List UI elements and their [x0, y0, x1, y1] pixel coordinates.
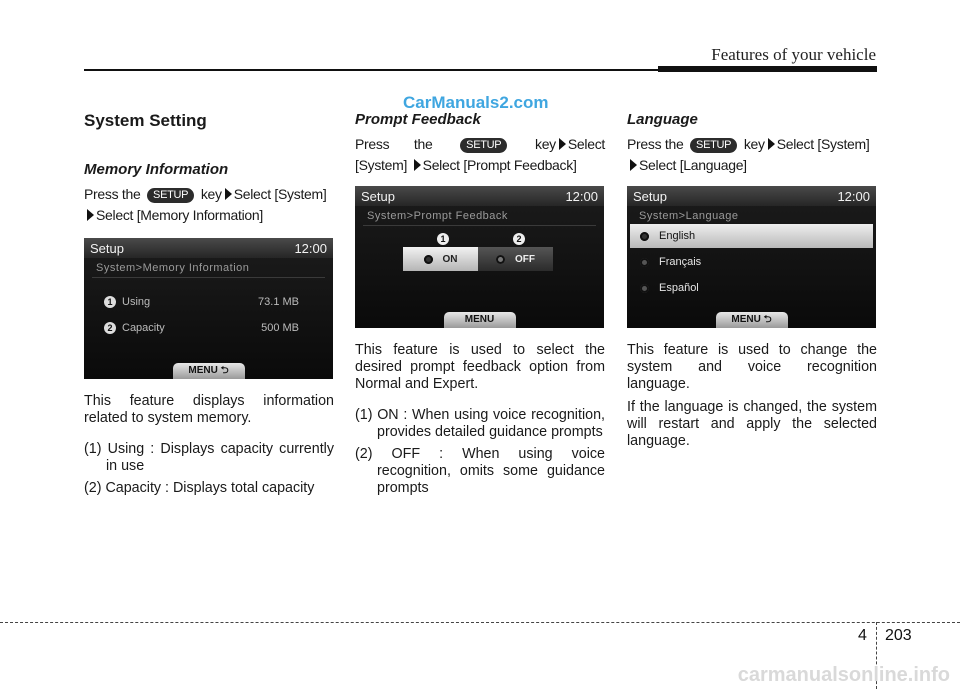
num-badge: 1: [437, 233, 449, 245]
list-item: (1) Using : Displays capacity currently in use: [84, 441, 334, 474]
instr-press: Press the: [84, 186, 141, 202]
item-list: [355, 407, 605, 497]
instr-key: key: [535, 136, 556, 152]
watermark-top: CarManuals2.com: [403, 93, 549, 112]
language-item-francais[interactable]: [630, 250, 873, 274]
list-item: (2) Capacity : Displays total capacity: [84, 480, 315, 496]
column-memory-information: [84, 108, 334, 502]
arrow-right-icon: [559, 138, 566, 150]
screen-breadcrumb: System>Memory Information: [96, 262, 250, 274]
screen-title: Setup: [361, 188, 395, 204]
instruction-prompt: [355, 134, 605, 155]
divider: [363, 225, 596, 226]
language-label: Français: [659, 256, 702, 268]
off-label: OFF: [515, 253, 535, 265]
body-text: This feature is used to select the desired prompt feedback option from Normal and Expert.: [355, 342, 605, 392]
instr-select-system: Select [System]: [233, 186, 327, 202]
instr-press: Press the: [627, 136, 684, 152]
header-title: Features of your vehicle: [711, 45, 876, 64]
instr-select-system: [System]: [355, 157, 408, 173]
language-item-english[interactable]: [630, 224, 873, 248]
screen-language: [627, 186, 876, 328]
screen-prompt-feedback: [355, 186, 604, 328]
instr-select-item: Select [Memory Information]: [96, 207, 263, 223]
instr-select-system: Select [System]: [776, 136, 870, 152]
subheading-language: Language: [627, 111, 698, 128]
screen-title-bar: [84, 238, 333, 258]
list-item: (1) ON : When using voice recognition, provides detailed guidance prompts: [355, 407, 605, 440]
body-text: If the language is changed, the system will restart and apply the selected language.: [627, 399, 877, 449]
screen-breadcrumb: System>Language: [639, 210, 739, 222]
instruction-prompt-line2: [355, 155, 605, 176]
divider: [92, 277, 325, 278]
chapter-number: 4: [858, 627, 867, 644]
subheading-memory-information: Memory Information: [84, 161, 229, 178]
instr-select: Select: [567, 136, 606, 152]
screen-title-bar: [627, 186, 876, 206]
radio-dot-icon: [424, 255, 433, 264]
screen-breadcrumb: System>Prompt Feedback: [367, 210, 508, 222]
num-badge: 2: [513, 233, 525, 245]
memory-label: Using: [122, 296, 151, 308]
radio-dot-icon: [640, 258, 649, 267]
body-text: This feature displays information related to system memory.: [84, 393, 334, 426]
instruction-language: [627, 134, 877, 176]
arrow-right-icon: [225, 188, 232, 200]
on-option[interactable]: [403, 247, 478, 271]
num-badge: 2: [104, 322, 116, 334]
menu-button[interactable]: MENU: [444, 312, 516, 328]
screen-memory-information: [84, 238, 333, 379]
on-label: ON: [442, 253, 458, 265]
column-prompt-feedback: [355, 108, 605, 502]
instr-press: Press the: [355, 136, 433, 152]
instr-key: key: [743, 136, 765, 152]
off-option[interactable]: [478, 247, 553, 271]
body-text: This feature is used to change the system and voice recognition language.: [627, 342, 877, 392]
screen-title-bar: [355, 186, 604, 206]
radio-dot-icon: [496, 255, 505, 264]
memory-row-using: [104, 296, 299, 308]
list-item: (2) OFF : When using voice recognition, omits some guidance prompts: [355, 446, 605, 496]
language-item-espanol[interactable]: [630, 276, 873, 300]
screen-title: Setup: [633, 188, 667, 204]
watermark-bottom: carmanualsonline.info: [737, 664, 950, 686]
header-rule-accent: [658, 66, 877, 72]
setup-key: SETUP: [147, 188, 194, 203]
radio-dot-icon: [640, 284, 649, 293]
setup-key: SETUP: [690, 138, 737, 153]
num-badge: 1: [104, 296, 116, 308]
item-list: [84, 441, 334, 497]
memory-value: 500 MB: [261, 322, 299, 334]
section-heading: System Setting: [84, 111, 207, 130]
prompt-toggle: [403, 234, 553, 271]
screen-clock: 12:00: [837, 188, 870, 204]
screen-clock: 12:00: [294, 240, 327, 256]
radio-dot-icon: [640, 232, 649, 241]
menu-button[interactable]: MENU ⮌: [716, 312, 788, 328]
memory-row-capacity: [104, 322, 299, 334]
language-label: English: [659, 230, 696, 242]
column-language: [627, 108, 877, 450]
screen-clock: 12:00: [565, 188, 598, 204]
page-number: 203: [885, 627, 912, 644]
language-label: Español: [659, 282, 699, 294]
memory-label: Capacity: [122, 322, 165, 334]
instr-select-item: Select [Language]: [639, 157, 747, 173]
instr-key: key: [200, 186, 222, 202]
subheading-prompt-feedback: Prompt Feedback: [355, 111, 481, 128]
instr-select-item: Select [Prompt Feedback]: [422, 157, 577, 173]
memory-value: 73.1 MB: [258, 296, 299, 308]
screen-title: Setup: [90, 240, 124, 256]
arrow-right-icon: [414, 159, 421, 171]
arrow-right-icon: [630, 159, 637, 171]
instruction-memory: [84, 184, 334, 226]
setup-key: SETUP: [460, 138, 507, 153]
arrow-right-icon: [87, 209, 94, 221]
arrow-right-icon: [768, 138, 775, 150]
menu-button[interactable]: MENU ⮌: [173, 363, 245, 379]
footer-rule: [0, 622, 960, 623]
